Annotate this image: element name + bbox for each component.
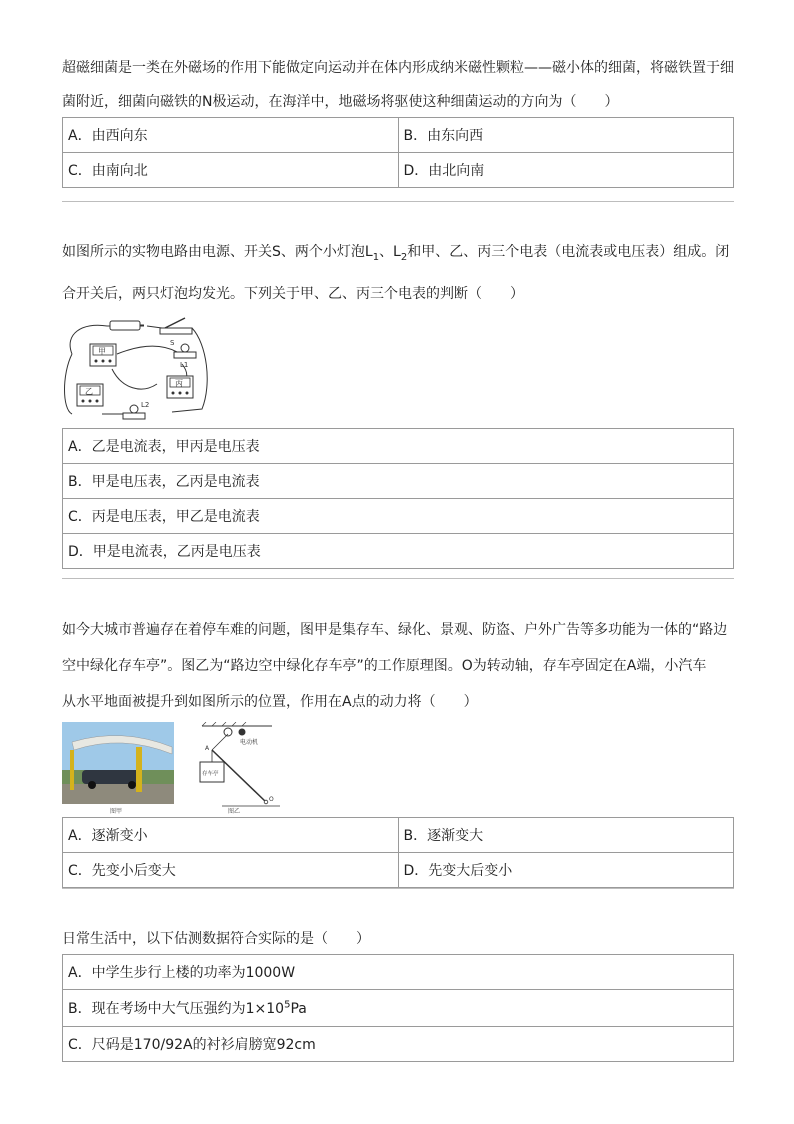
option-b[interactable] [63, 990, 734, 1027]
option-c[interactable]: C．先变小后变大 [63, 853, 399, 888]
divider [62, 888, 734, 889]
stem-text: 和甲、乙、丙三个电表（电流表或电压表）组成。闭 [407, 244, 730, 260]
question-3-stem-line-2: 空中绿化存车亭”。图乙为“路边空中绿化存车亭”的工作原理图。O为转动轴，存车亭固定在A端，小汽车 [62, 658, 707, 674]
parking-box-label: 存车亭 [202, 771, 219, 777]
figure-jia-caption: 图甲 [110, 808, 123, 814]
option-b[interactable]: B．逐渐变大 [398, 818, 734, 853]
option-c[interactable]: C．尺码是170/92A的衬衫肩膀宽92cm [63, 1027, 734, 1062]
switch-label: S [170, 338, 175, 347]
question-3-options [62, 817, 734, 888]
point-o-label: O [269, 796, 274, 803]
option-c[interactable]: C．由南向北 [63, 153, 399, 188]
lamp-2-label: L2 [141, 400, 150, 409]
option-b[interactable]: B．由东向西 [398, 118, 734, 153]
option-a[interactable]: A．中学生步行上楼的功率为1000W [63, 955, 734, 990]
question-4-options [62, 954, 734, 1062]
option-a[interactable]: A．乙是电流表，甲丙是电压表 [63, 428, 734, 463]
option-c[interactable]: C．丙是电压表，甲乙是电流表 [63, 498, 734, 533]
question-3 [62, 612, 734, 888]
question-4 [62, 921, 734, 1062]
option-b-unit: Pa [290, 1001, 307, 1017]
question-2-stem-line-1 [62, 234, 734, 276]
question-2-stem-line-2: 合开关后，两只灯泡均发光。下列关于甲、乙、丙三个电表的判断（ ） [62, 285, 524, 302]
lamp-1-label: L1 [180, 360, 189, 369]
question-3-stem-line-3: 从水平地面被提升到如图所示的位置，作用在A点的动力将（ ） [62, 694, 478, 710]
figure-yi-diagram [192, 722, 282, 814]
option-d[interactable]: D．由北向南 [398, 153, 734, 188]
meter-yi-label: 乙 [85, 386, 93, 396]
motor-label: 电动机 [240, 739, 259, 746]
option-b[interactable]: B．甲是电压表，乙丙是电流表 [63, 463, 734, 498]
option-d[interactable]: D．先变大后变小 [398, 853, 734, 888]
meter-jia-label: 甲 [98, 346, 106, 356]
question-2 [62, 234, 734, 569]
point-a-label: A [205, 745, 210, 752]
divider [62, 578, 734, 579]
question-1-stem-line-2: 菌附近，细菌向磁铁的N极运动，在海洋中，地磁场将驱使这种细菌运动的方向为（ ） [62, 94, 619, 110]
question-1-options [62, 117, 734, 188]
circuit-figure [62, 314, 212, 424]
question-1-stem-line-1: 超磁细菌是一类在外磁场的作用下能做定向运动并在体内形成纳米磁性颗粒——磁小体的细菌，将磁铁置于细 [62, 60, 734, 76]
figure-yi-caption: 图乙 [228, 808, 241, 814]
stem-text: 如图所示的实物电路由电源、开关S、两个小灯泡L [62, 244, 373, 260]
question-3-stem-line-1: 如今大城市普遍存在着停车难的问题，图甲是集存车、绿化、景观、防盗、户外广告等多功能为一体的“路边 [62, 622, 728, 638]
question-3-figures [62, 722, 734, 814]
divider [62, 201, 734, 202]
option-d[interactable]: D．甲是电流表，乙丙是电压表 [63, 533, 734, 568]
option-a[interactable]: A．由西向东 [63, 118, 399, 153]
option-a[interactable]: A．逐渐变小 [63, 818, 399, 853]
question-2-options [62, 428, 734, 569]
meter-bing-label: 丙 [175, 378, 183, 388]
subscript: 1 [372, 251, 380, 263]
subscript: 2 [400, 251, 408, 263]
question-1 [62, 50, 734, 188]
question-4-stem: 日常生活中，以下估测数据符合实际的是（ ） [62, 931, 370, 947]
figure-jia-photo [62, 722, 174, 814]
stem-text: 、L [379, 244, 401, 260]
superscript: 5 [284, 999, 291, 1011]
option-b-text: B．现在考场中大气压强约为1×10 [68, 1001, 285, 1017]
